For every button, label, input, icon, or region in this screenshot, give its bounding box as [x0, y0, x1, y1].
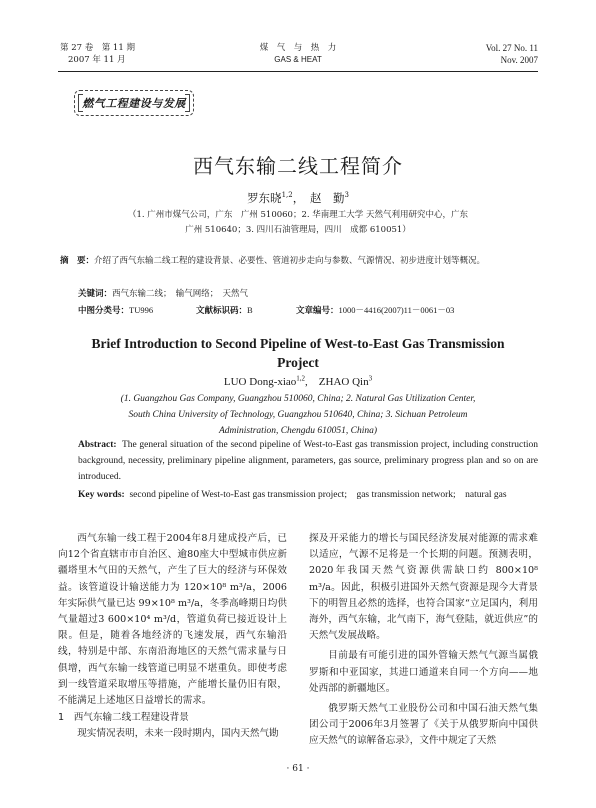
- journal-name-en: GAS & HEAT: [274, 55, 322, 64]
- author-affil-mark: 3: [368, 374, 373, 383]
- keywords-label: 关键词：: [78, 289, 113, 299]
- english-title: Brief Introduction to Second Pipeline of West-to-East Gas Transmission Project: [91, 336, 505, 370]
- body-paragraph: 俄罗斯天然气工业股份公司和中国石油天然气集团公司于2006年3月签署了《关于从俄罗斯向中国供应天然气的谅解备忘录》，文件中规定了天然: [309, 703, 538, 747]
- clc-value: TU996: [129, 305, 154, 315]
- chinese-affiliations: [60, 208, 536, 238]
- chinese-abstract: [60, 254, 536, 269]
- doc-code-label: 文献标识码：: [196, 306, 248, 316]
- classification-line: [78, 304, 538, 316]
- affiliation-line: 广州 510640；3. 四川石油管理局，四川 成都 610051）: [185, 225, 411, 235]
- author-affil-mark: 1,2: [296, 374, 306, 383]
- affiliation-line: South China University of Technology, Guangzhou 510640, China; 3. Sichuan Petroleum: [128, 410, 468, 420]
- body-paragraph: 现实情况表明，未来一段时期内，国内天然气勘: [77, 728, 279, 740]
- author-separator: ,: [305, 376, 319, 388]
- chinese-title: 西气东输二线工程简介: [193, 154, 403, 178]
- body-column-left: [58, 531, 287, 742]
- chinese-authors: [0, 190, 596, 206]
- affiliation-line: (1. Guangzhou Gas Company, Guangzhou 510060, China; 2. Natural Gas Utilization Center,: [120, 394, 476, 404]
- header-rule: [58, 71, 538, 72]
- body-paragraph: 西气东输一线工程于2004年8月建成投产后，已向12个省直辖市市自治区、逾80座大中型城市供应新疆塔里木气田的天然气，产生了巨大的经济与环保效益。该管道设计输送能力为 120×10⁸ m³/a，2006年实际供气量已达 99×10⁸ m³/a，冬季高峰期日均供气量超过3 600×10⁴ m³/d，管道负荷已接近设计上限。但是，随着各地经济的飞速发展，西气东输沿线，特别是中部、东南沿海地区的天然气需求量与日俱增，西气东输一线管道已明显不堪重负。即使考虑到一线管道采取增压等措施，产能增长量仍旧有限，不能满足上述地区日益增长的需求。: [58, 533, 287, 707]
- chinese-keywords: [78, 287, 248, 299]
- volume-issue-zh: 第 27 卷 第 11 期: [60, 43, 135, 53]
- english-affiliations: [60, 391, 536, 439]
- abstract-text: 介绍了西气东输二线工程的建设背景、必要性、管道初步走向与参数、气源情况、初步进度计划等概况。: [94, 256, 486, 266]
- author-name: LUO Dong-xiao: [223, 376, 297, 388]
- volume-issue-en: Vol. 27 No. 11: [485, 43, 538, 53]
- date-zh: 2007 年 11 月: [68, 55, 126, 65]
- body-paragraph: 探及开采能力的增长与国民经济发展对能源的需求难以适应，气源不足将是一个长期的问题。预测表明，2020年我国天然气资源供需缺口约 800×10⁸ m³/a。因此，积极引进国外天然气资源是现今大背景下的明智且必然的选择，也符合国家“立足国内，利用海外，西气东输，北气南下，海气登陆，就近供应”的天然气发展战略。: [309, 533, 538, 642]
- journal-name-zh: 煤 气 与 热 力: [259, 43, 337, 53]
- author-name: ZHAO Qin: [318, 376, 369, 388]
- section-label: 燃气工程建设与发展: [74, 90, 194, 116]
- author-affil-mark: 1,2: [281, 191, 293, 200]
- author-name: 罗东晓: [247, 191, 282, 205]
- abstract-label: 摘 要：: [60, 256, 95, 266]
- body-paragraph: 目前最有可能引进的国外管输天然气气源当属俄罗斯和中亚国家，其进口通道来自同一个方向——地处西部的新疆地区。: [309, 650, 538, 694]
- english-keywords: [78, 487, 538, 503]
- date-en: Nov. 2007: [500, 55, 538, 65]
- doc-code-value: B: [247, 305, 253, 315]
- running-header-right: [486, 42, 538, 66]
- article-number-value: 1000－4416(2007)11－0061－03: [338, 305, 455, 315]
- body-column-right: [309, 531, 538, 750]
- abstract-label: Abstract:: [78, 440, 117, 450]
- page-number: · 61 ·: [286, 764, 310, 774]
- affiliation-line: Administration, Chengdu 610051, China): [218, 426, 378, 436]
- clc-label: 中图分类号：: [78, 306, 130, 316]
- section-heading: 1 西气东输二线工程建设背景: [58, 712, 189, 724]
- author-name: 赵 勤: [309, 191, 345, 205]
- author-affil-mark: 3: [344, 191, 349, 200]
- article-number-label: 文章编号：: [296, 306, 339, 316]
- keywords-text: second pipeline of West-to-East gas transmission project; gas transmission network; natural gas: [129, 490, 507, 500]
- keywords-label: Key words:: [78, 490, 125, 500]
- english-abstract: [78, 437, 538, 485]
- keywords-text: 西气东输二线； 输气网络； 天然气: [112, 289, 249, 299]
- english-authors: [0, 373, 596, 389]
- affiliation-line: （1. 广州市煤气公司，广东 广州 510060；2. 华南理工大学 天然气利用研究中心，广东: [128, 210, 468, 220]
- author-separator: ，: [292, 191, 310, 205]
- abstract-text: The general situation of the second pipeline of West-to-East gas transmission project, including construction background, necessity, preliminary pipeline alignment, parameters, gas source, preliminary progress plan and so on are introduced.: [78, 440, 539, 482]
